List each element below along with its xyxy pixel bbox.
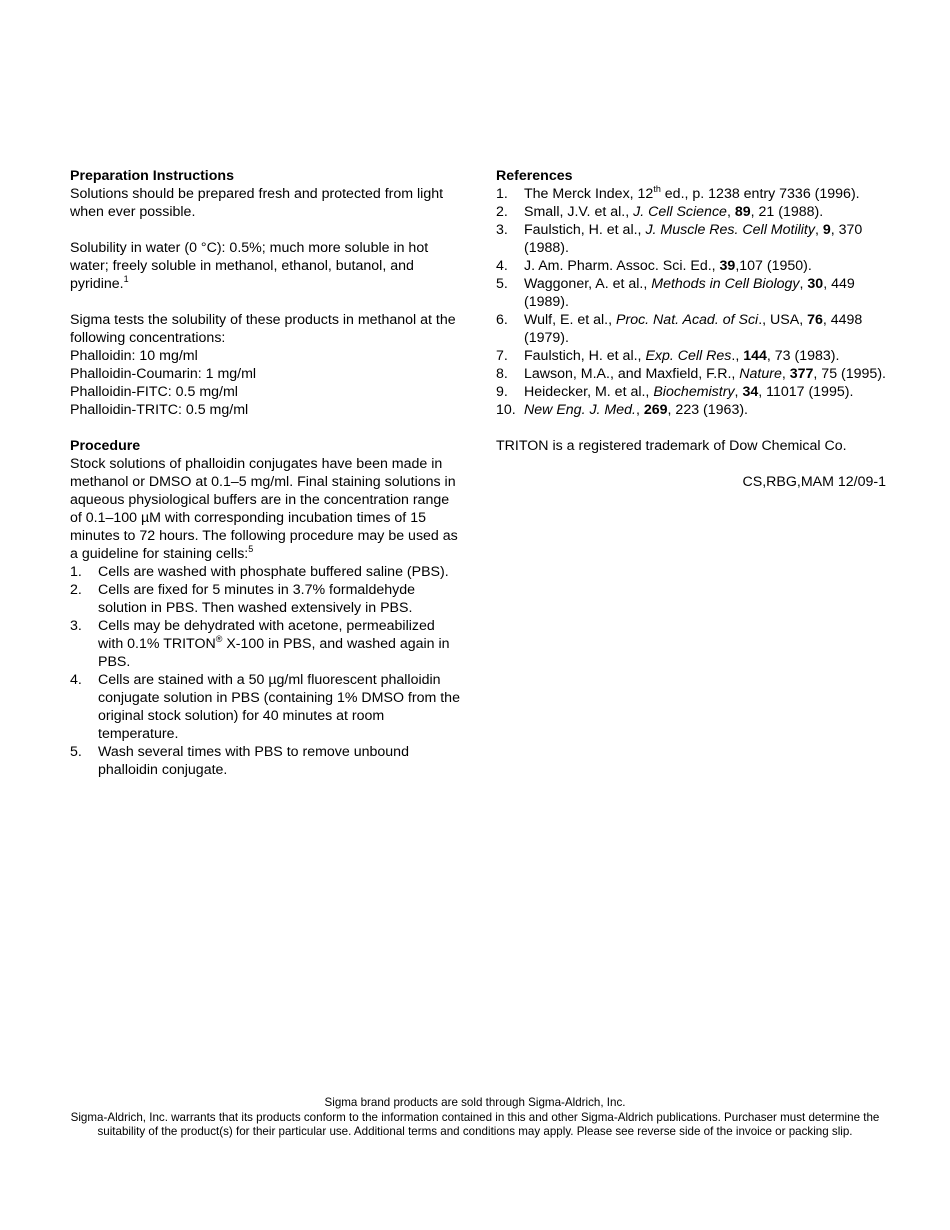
reference-pages: , 75 (1995).: [813, 366, 886, 382]
step-number: 3.: [70, 618, 82, 634]
reference-item: [496, 203, 886, 221]
reference-item: [496, 383, 886, 401]
reference-volume: 89: [734, 204, 751, 220]
reference-pages: ,107 (1950).: [735, 258, 812, 274]
concentration-line: Phalloidin-TRITC: 0.5 mg/ml: [70, 402, 249, 418]
reference-authors: Small, J.V. et al.,: [524, 204, 634, 220]
reference-number: 2.: [496, 204, 508, 220]
reference-item: [496, 365, 886, 383]
reference-pages: , 223 (1963).: [667, 402, 748, 418]
sigma-tests-paragraph: Sigma tests the solubility of these products in methanol at the following concentrations:: [70, 312, 456, 346]
reference-number: 10.: [496, 402, 516, 418]
reference-authors: Lawson, M.A., and Maxfield, F.R.,: [524, 366, 740, 382]
reference-authors: Faulstich, H. et al.,: [524, 222, 646, 238]
reference-volume: 39: [719, 258, 736, 274]
reference-volume: 34: [742, 384, 759, 400]
reference-number: 3.: [496, 222, 508, 238]
reference-pages: , 449 (1989).: [524, 276, 855, 310]
reference-journal: Proc. Nat. Acad. of Sci: [616, 312, 759, 328]
reference-journal: Biochemistry: [653, 384, 735, 400]
reference-authors: Waggoner, A. et al.,: [524, 276, 652, 292]
step-text: Cells are washed with phosphate buffered saline (PBS).: [98, 564, 449, 580]
concentration-line: Phalloidin: 10 mg/ml: [70, 348, 198, 364]
solubility-ref: 1: [123, 274, 129, 284]
reference-item: [496, 257, 886, 275]
reference-pages: , 4498 (1979).: [524, 312, 863, 346]
reference-volume: 76: [807, 312, 823, 328]
registered-mark: ®: [215, 634, 223, 644]
reference-text-continued: ed., p. 1238 entry 7336 (1996).: [660, 186, 860, 202]
procedure-step: [70, 671, 460, 743]
reference-volume: 9: [822, 222, 831, 238]
reference-pages: , 73 (1983).: [766, 348, 840, 364]
step-text: Wash several times with PBS to remove unbound phalloidin conjugate.: [98, 744, 409, 778]
solubility-paragraph: [70, 239, 460, 293]
reference-journal: Nature: [739, 366, 782, 382]
reference-item: [496, 311, 886, 347]
reference-authors: J. Am. Pharm. Assoc. Sci. Ed.,: [524, 258, 720, 274]
reference-item: [496, 221, 886, 257]
reference-separator: .,: [731, 348, 744, 364]
reference-list: [496, 185, 886, 419]
reference-item: [496, 401, 886, 419]
reference-number: 6.: [496, 312, 508, 328]
reference-separator: ,: [734, 384, 743, 400]
reference-item: [496, 275, 886, 311]
left-column: [70, 167, 460, 779]
concentration-line: Phalloidin-Coumarin: 1 mg/ml: [70, 366, 257, 382]
references-heading: References: [496, 168, 573, 184]
reference-separator: ,: [726, 204, 735, 220]
concentration-line: Phalloidin-FITC: 0.5 mg/ml: [70, 384, 238, 400]
reference-journal: New Eng. J. Med.: [524, 402, 636, 418]
procedure-step: [70, 581, 460, 617]
reference-text: The Merck Index, 12: [524, 186, 654, 202]
step-text: Cells may be dehydrated with acetone, permeabilized with 0.1% TRITON: [98, 618, 435, 652]
reference-volume: 144: [743, 348, 767, 364]
step-number: 2.: [70, 582, 82, 598]
reference-separator: ., USA,: [758, 312, 808, 328]
preparation-heading: Preparation Instructions: [70, 168, 234, 184]
step-number: 4.: [70, 672, 82, 688]
procedure-intro-text: Stock solutions of phalloidin conjugates have been made in methanol or DMSO at 0.1–5 mg/ml. Final staining solutions in aqueous physiological buffers are in the concentration range of 0.1–100 µM with corresponding incubation times of 15 minutes to 72 hours. The following procedure may be used as a guideline for staining cells:: [70, 456, 458, 562]
step-number: 5.: [70, 744, 82, 760]
reference-separator: ,: [799, 276, 808, 292]
document-code: CS,RBG,MAM 12/09-1: [742, 474, 886, 490]
right-column: [496, 167, 886, 491]
page-footer: [70, 1096, 880, 1140]
reference-number: 5.: [496, 276, 508, 292]
trademark-notice: TRITON is a registered trademark of Dow Chemical Co.: [496, 438, 847, 454]
prep-paragraph-1: Solutions should be prepared fresh and protected from light when ever possible.: [70, 186, 444, 220]
reference-authors: Faulstich, H. et al.,: [524, 348, 646, 364]
reference-separator: ,: [635, 402, 644, 418]
reference-number: 7.: [496, 348, 508, 364]
reference-authors: Wulf, E. et al.,: [524, 312, 616, 328]
step-text: Cells are stained with a 50 µg/ml fluorescent phalloidin conjugate solution in PBS (containing 1% DMSO from the original stock solution) for 40 minutes at room temperature.: [98, 672, 460, 742]
procedure-step: [70, 563, 460, 581]
ordinal-suffix: th: [653, 184, 661, 194]
procedure-intro-ref: 5: [248, 544, 254, 554]
reference-pages: , 21 (1988).: [750, 204, 824, 220]
step-text: Cells are fixed for 5 minutes in 3.7% formaldehyde solution in PBS. Then washed extensively in PBS.: [98, 582, 416, 616]
procedure-intro: [70, 455, 460, 563]
procedure-step: [70, 743, 460, 779]
reference-number: 4.: [496, 258, 508, 274]
reference-number: 9.: [496, 384, 508, 400]
reference-journal: J. Cell Science: [633, 204, 727, 220]
reference-volume: 377: [789, 366, 814, 382]
reference-volume: 30: [807, 276, 824, 292]
step-number: 1.: [70, 564, 82, 580]
footer-line-2: Sigma-Aldrich, Inc. warrants that its products conform to the information contained in this and other Sigma-Aldrich publications. Purchaser must determine the suitability of the product(s) for their particular use. Additional terms and conditions may apply. Please see reverse side of the invoice or packing slip.: [70, 1110, 880, 1139]
reference-volume: 269: [643, 402, 668, 418]
reference-journal: Exp. Cell Res: [645, 348, 732, 364]
reference-pages: , 11017 (1995).: [758, 384, 854, 400]
procedure-step: [70, 617, 460, 671]
reference-item: [496, 347, 886, 365]
reference-item: [496, 185, 886, 203]
reference-journal: Methods in Cell Biology: [651, 276, 800, 292]
procedure-heading: Procedure: [70, 438, 141, 454]
solubility-text: Solubility in water (0 °C): 0.5%; much more soluble in hot water; freely soluble in methanol, ethanol, butanol, and pyridine.: [70, 240, 429, 292]
reference-separator: ,: [781, 366, 790, 382]
procedure-steps: [70, 563, 460, 779]
reference-number: 8.: [496, 366, 508, 382]
reference-authors: Heidecker, M. et al.,: [524, 384, 654, 400]
reference-separator: ,: [814, 222, 823, 238]
reference-pages: , 370 (1988).: [524, 222, 863, 256]
reference-number: 1.: [496, 186, 508, 202]
reference-journal: J. Muscle Res. Cell Motility: [645, 222, 815, 238]
step-text-continued: X-100 in PBS, and washed again in PBS.: [98, 636, 450, 670]
footer-line-1: Sigma brand products are sold through Sigma-Aldrich, Inc.: [324, 1096, 626, 1109]
